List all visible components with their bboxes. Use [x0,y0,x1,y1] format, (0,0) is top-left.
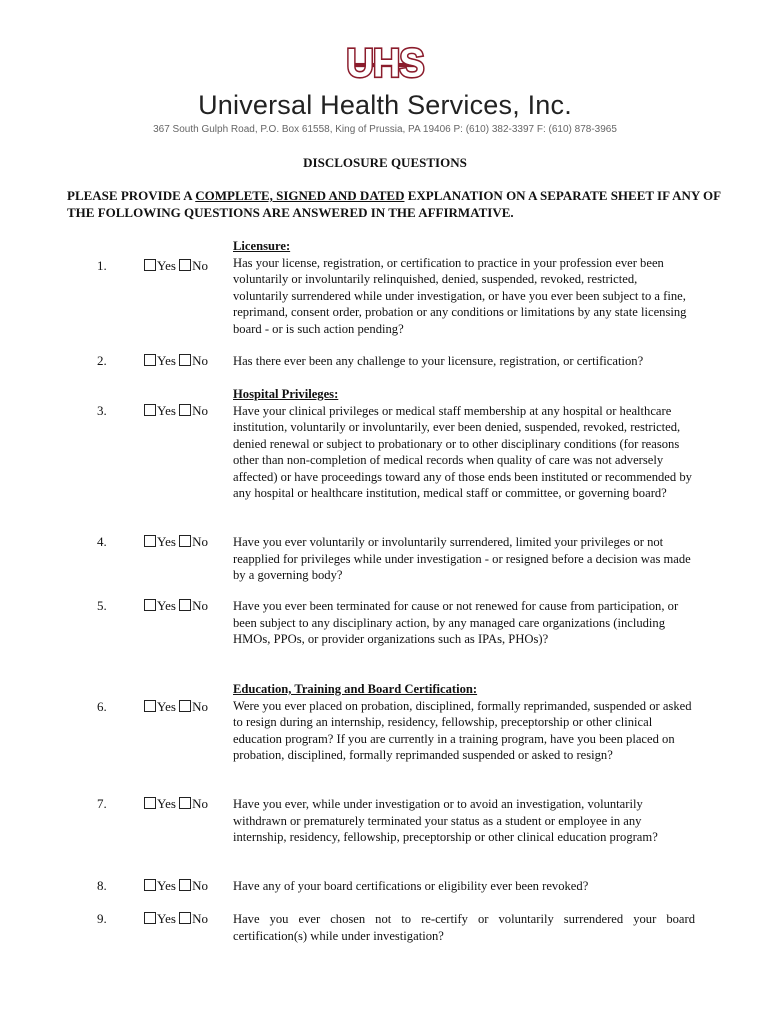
yes-label: Yes [157,911,176,926]
question-number: 5. [97,598,107,613]
no-checkbox[interactable] [179,797,191,809]
section-heading-licensure: Licensure: [233,239,291,253]
question-number: 3. [97,403,107,418]
yes-label: Yes [157,353,176,368]
company-name: Universal Health Services, Inc. [198,90,572,120]
yes-label: Yes [157,598,176,613]
question-number: 9. [97,911,107,926]
no-label: No [192,796,209,811]
question-number: 4. [97,534,107,549]
question-body: Were you ever placed on probation, disciplined, formally reprimanded, suspended or asked to resign during an internship, residency, fellowship, preceptorship or other clinical education program? If you are currently in a training program, have you been placed on probation, disciplined, formally reprimanded suspended or asked to resign? [233,698,692,762]
question-body: Have you ever been terminated for cause or not renewed for cause from participation, or been subject to any disciplinary action, by any managed care organizations (including HMOs, PPOs, or provider organizations such as IPAs, PHOs)? [233,599,679,646]
yes-label: Yes [157,534,176,549]
yes-no-choice [144,699,208,715]
no-label: No [192,353,209,368]
page-title: DISCLOSURE QUESTIONS [303,155,467,170]
section-heading-hospital-privileges: Hospital Privileges: [233,387,339,401]
no-checkbox[interactable] [179,354,191,366]
no-checkbox[interactable] [179,700,191,712]
no-label: No [192,258,209,273]
no-label: No [192,598,209,613]
no-label: No [192,911,209,926]
no-label: No [192,534,209,549]
question-number: 1. [97,258,107,273]
instructions-suffix: EXPLANATION ON A SEPARATE SHEET IF ANY OF THE FOLLOWING QUESTIONS ARE ANSWERED IN THE AFFIRMATIVE. [67,188,721,220]
no-checkbox[interactable] [179,879,191,891]
yes-no-choice [144,403,208,419]
company-address: 367 South Gulph Road, P.O. Box 61558, King of Prussia, PA 19406 P: (610) 382-3397 F: (610) 878-3965 [153,124,617,135]
question-number: 2. [97,353,107,368]
no-checkbox[interactable] [179,535,191,547]
uhs-logo [0,41,770,87]
question-text [233,796,695,846]
yes-no-choice [144,598,208,614]
yes-checkbox[interactable] [144,912,156,924]
yes-checkbox[interactable] [144,879,156,891]
yes-label: Yes [157,699,176,714]
yes-no-choice [144,258,208,274]
yes-checkbox[interactable] [144,404,156,416]
question-text [233,878,695,895]
question-body: Have you ever chosen not to re-certify or voluntarily surrendered your board certification(s) while under investigation? [233,912,695,943]
question-text [233,681,695,764]
yes-checkbox[interactable] [144,599,156,611]
no-checkbox[interactable] [179,404,191,416]
yes-label: Yes [157,258,176,273]
question-text [233,534,695,584]
question-text [233,353,695,370]
no-label: No [192,878,209,893]
uhs-logo-mark: UHS [346,41,424,87]
no-label: No [192,699,209,714]
question-text [233,911,695,944]
question-text [233,238,695,337]
question-body: Have you ever voluntarily or involuntarily surrendered, limited your privileges or not reapplied for privileges while under investigation - or resigned before a decision was made by a governing body? [233,535,691,582]
question-body: Has there ever been any challenge to your licensure, registration, or certification? [233,354,644,368]
section-heading-education: Education, Training and Board Certification: [233,682,478,696]
question-body: Has your license, registration, or certification to practice in your profession ever been voluntarily or involuntarily relinquished, denied, suspended, revoked, restricted, voluntarily surrendered while under investigation, or have you ever been subject to a fine, reprimand, consent order, probation or any conditions or limitations by any state licensing board - or is such action pending? [233,255,687,336]
question-number: 6. [97,699,107,714]
yes-checkbox[interactable] [144,700,156,712]
yes-no-choice [144,796,208,812]
yes-checkbox[interactable] [144,259,156,271]
question-body: Have you ever, while under investigation or to avoid an investigation, voluntarily withdrawn or prematurely terminated your status as a student or employee in any internship, residency, fellowship, preceptorship or other clinical education program? [233,797,658,844]
question-number: 7. [97,796,107,811]
yes-no-choice [144,353,208,369]
instructions [67,187,727,221]
no-checkbox[interactable] [179,259,191,271]
yes-checkbox[interactable] [144,354,156,366]
yes-no-choice [144,534,208,550]
yes-checkbox[interactable] [144,797,156,809]
yes-no-choice [144,911,208,927]
question-body: Have any of your board certifications or eligibility ever been revoked? [233,879,589,893]
no-label: No [192,403,209,418]
yes-checkbox[interactable] [144,535,156,547]
question-text [233,598,695,648]
yes-label: Yes [157,878,176,893]
no-checkbox[interactable] [179,912,191,924]
question-text [233,386,695,502]
instructions-emphasis: COMPLETE, SIGNED AND DATED [195,188,405,203]
yes-label: Yes [157,796,176,811]
question-body: Have your clinical privileges or medical staff membership at any hospital or healthcare institution, voluntarily or involuntarily, ever been denied, suspended, revoked, restricted, denied renewal or subject to probationary or to other disciplinary conditions (for reasons other than non-completion of medical records when quality of care was not adversely affected) or have proceedings toward any of those ends been instituted or recommended by any hospital or healthcare institution, medical staff or committee, or governing board? [233,403,692,500]
yes-no-choice [144,878,208,894]
question-number: 8. [97,878,107,893]
instructions-prefix: PLEASE PROVIDE A [67,188,196,203]
no-checkbox[interactable] [179,599,191,611]
yes-label: Yes [157,403,176,418]
